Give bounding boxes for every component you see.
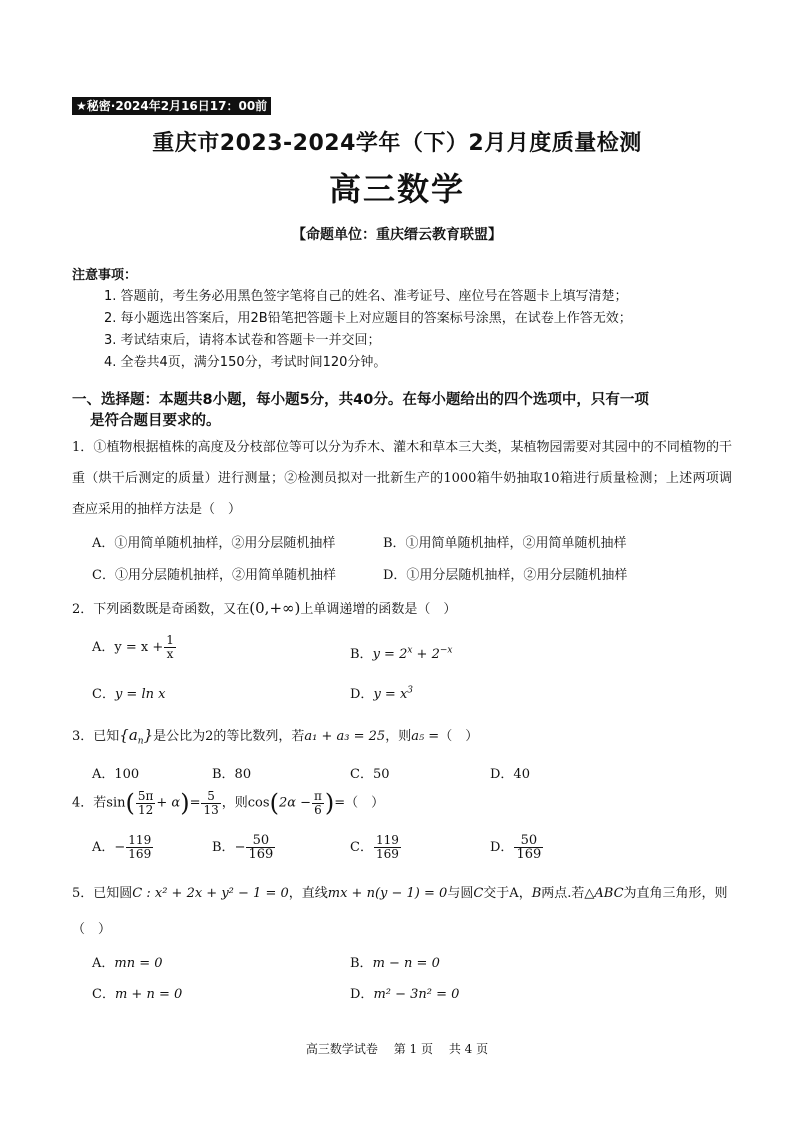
q5-option-a (92, 952, 163, 971)
q2-b-expr: y = 2 (372, 647, 408, 662)
q4-cos-fraction (312, 790, 324, 817)
q2-option-d (350, 683, 413, 702)
q2-option-a (92, 634, 177, 661)
q4-option-a (92, 834, 154, 861)
note-item-3: 3. 考试结束后，请将本试卷和答题卡一并交回； (104, 333, 381, 348)
q4-tail: =（ ） (334, 795, 385, 811)
q3-stem-mid2: ，则 (385, 729, 412, 744)
question-1 (72, 432, 732, 525)
q4-cos-den: 6 (314, 802, 322, 817)
q4-c-num: 119 (375, 833, 399, 847)
q4-sin-fraction (136, 790, 156, 817)
q2-stem-text: 2．下列函数既是奇函数，又在 (72, 602, 250, 617)
q4-val-num: 5 (201, 790, 220, 804)
exam-title: 重庆市2023-2024学年（下）2月月度质量检测 (152, 131, 642, 156)
q5-b-label: B． (350, 956, 373, 971)
section-heading (72, 390, 732, 432)
q3-condition: a₁ + a₃ = 25 (304, 729, 386, 744)
notes-block (72, 266, 752, 374)
q2-b-sup1: x (407, 645, 413, 656)
page-footer (0, 1040, 794, 1057)
q5-circle: C : x² + 2x + y² − 1 = 0 (132, 886, 289, 901)
subject-title: 高三数学 (328, 170, 465, 208)
q5-c: C (473, 886, 484, 901)
q5-mid3: 交于 (483, 886, 510, 901)
q4-sin-den: 12 (137, 802, 154, 817)
q5-option-b (350, 952, 440, 971)
q5-d-expr: m² − 3n² = 0 (373, 987, 460, 1002)
q5-stem-text: 5．已知圆 (72, 886, 133, 901)
q2-option-b (350, 643, 452, 662)
q5-d-label: D． (350, 987, 374, 1002)
q4-b-sign: − (234, 840, 246, 855)
q1-option-a: A．①用简单随机抽样，②用分层随机抽样 (92, 536, 336, 551)
q4-sin-plus: + α (156, 795, 181, 811)
q3-stem-tail: （ ） (439, 729, 479, 744)
q3-option-c: C．50 (350, 767, 390, 782)
q4-sin: sin (106, 795, 126, 811)
q4-option-b (212, 834, 276, 861)
q5-c-expr: m + n = 0 (114, 987, 183, 1002)
q5-option-c (92, 983, 182, 1002)
q4-c-label: C． (350, 840, 373, 855)
q5-point-a: A (509, 886, 519, 901)
section-line-1: 一、选择题：本题共8小题，每小题5分，共40分。在每小题给出的四个选项中，只有一项 (72, 392, 649, 408)
q4-a-sign: − (114, 840, 126, 855)
section-line-2: 是符合题目要求的。 (90, 413, 221, 429)
q3-ask: a₅ = (411, 729, 440, 744)
q4-b-den: 169 (248, 847, 274, 862)
q2-d-label: D． (350, 687, 374, 702)
q4-cos-paren-open: ( (269, 789, 279, 817)
q4-b-fraction (246, 834, 275, 861)
issuing-unit: 【命题单位：重庆缙云教育联盟】 (292, 227, 502, 243)
q2-c-label: C． (92, 687, 115, 702)
q5-mid1: ，直线 (288, 886, 328, 901)
q5-c-label: C． (92, 987, 115, 1002)
q4-paren-open: ( (125, 789, 135, 817)
q4-cos-paren-close: ) (324, 789, 335, 817)
note-item-1: 1. 答题前，考生务必用黑色签字笔将自己的姓名、准考证号、座位号在答题卡上填写清楚； (104, 289, 628, 304)
footer-paper-name: 高三数学试卷 (305, 1042, 378, 1056)
q3-seq-close: } (143, 726, 154, 744)
q4-a-den: 169 (128, 847, 152, 861)
q2-stem (72, 598, 456, 617)
secret-label: ★秘密·2024年2月16日17：00前 (72, 97, 271, 115)
q4-cos-num: π (314, 788, 322, 803)
q5-b-expr: m − n = 0 (372, 956, 440, 971)
q4-a-label: A． (92, 840, 115, 855)
q5-mid4: 两点.若△ (541, 886, 595, 901)
q5-comma: ， (518, 886, 532, 901)
q2-c-expr: y = ln x (114, 687, 166, 702)
q1-option-d: D．①用分层随机抽样，②用分层随机抽样 (383, 568, 628, 583)
q1-option-b: B．①用简单随机抽样，②用简单随机抽样 (383, 536, 627, 551)
notes-heading: 注意事项： (72, 268, 138, 283)
q4-a-num: 119 (128, 833, 152, 847)
q3-seq: {a (119, 726, 138, 744)
q2-a-num: 1 (166, 633, 174, 647)
q2-a-fraction (164, 634, 176, 661)
note-item-4: 4. 全卷共4页，满分150分，考试时间120分钟。 (104, 355, 387, 370)
q4-c-den: 169 (375, 847, 399, 861)
q5-option-d (350, 983, 459, 1002)
q3-option-d: D．40 (490, 767, 530, 782)
q3-stem (72, 725, 478, 747)
footer-page-total: 共 4 页 (448, 1042, 489, 1056)
q4-stem (72, 789, 384, 817)
q4-c-fraction (374, 834, 401, 861)
q2-a-label: A． (92, 640, 115, 655)
q3-seq-sub: n (137, 736, 144, 747)
q4-d-label: D． (490, 840, 514, 855)
q4-b-num: 50 (246, 834, 275, 848)
q4-eq: = (189, 795, 201, 811)
q2-d-expr: y = x (373, 687, 408, 702)
q2-interval: (0,+∞) (249, 599, 301, 617)
q2-stem-tail: 上单调递增的函数是（ ） (300, 602, 457, 617)
q3-stem-mid: 是公比为2的等比数列，若 (153, 729, 305, 744)
q4-option-d (490, 834, 544, 861)
q1-stem: 1．①植物根据植株的高度及分枝部位等可以分为乔木、灌木和草本三大类，某植物园需要对其园中的不同植物的干重（烘干后测定的质量）进行测量；②检测员拟对一批新生产的1000箱牛奶抽取10箱进行质量检测；上述两项调查应采用的抽样方法是（ ） (72, 440, 732, 517)
q4-a-fraction (126, 834, 153, 861)
q3-option-b: B．80 (212, 767, 252, 782)
q5-stem (72, 882, 728, 901)
q2-a-den: x (166, 647, 174, 661)
q4-sin-num: 5π (137, 788, 154, 803)
q4-cos: cos (247, 795, 270, 811)
q4-stem-text: 4．若 (72, 795, 107, 811)
q2-d-sup: 3 (407, 685, 414, 696)
q3-stem-text: 3．已知 (72, 729, 120, 744)
q5-paren: （ ） (72, 922, 112, 937)
q5-point-b: B (531, 886, 542, 901)
q2-a-expr: y = x + (114, 640, 164, 655)
q4-d-fraction (514, 834, 543, 861)
q3-option-a: A．100 (92, 767, 140, 782)
q5-mid5: 为直角三角形，则 (623, 886, 728, 901)
q4-mid: ，则 (221, 795, 248, 811)
q4-option-c (350, 834, 402, 861)
q2-b-plus: + 2 (412, 647, 440, 662)
q4-cos-in: 2α − (278, 795, 312, 811)
q4-val-den: 13 (203, 802, 219, 817)
q4-d-den: 169 (516, 847, 542, 862)
q4-paren-close: ) (180, 789, 190, 817)
q4-b-label: B． (212, 840, 235, 855)
q5-a-label: A． (92, 956, 115, 971)
q2-b-sup2: −x (439, 645, 453, 656)
note-item-2: 2. 每小题选出答案后，用2B铅笔把答题卡上对应题目的答案标号涂黑，在试卷上作答无效； (104, 311, 632, 326)
q4-d-num: 50 (514, 834, 543, 848)
footer-page-number: 第 1 页 (393, 1042, 433, 1056)
q4-val-fraction (201, 790, 220, 817)
q5-triangle: ABC (594, 886, 624, 901)
q1-option-c: C．①用分层随机抽样，②用简单随机抽样 (92, 568, 336, 583)
q5-a-expr: mn = 0 (114, 956, 163, 971)
q2-b-label: B． (350, 647, 373, 662)
q2-option-c (92, 683, 165, 702)
q5-mid2: 与圆 (447, 886, 474, 901)
q5-line: mx + n(y − 1) = 0 (327, 886, 448, 901)
